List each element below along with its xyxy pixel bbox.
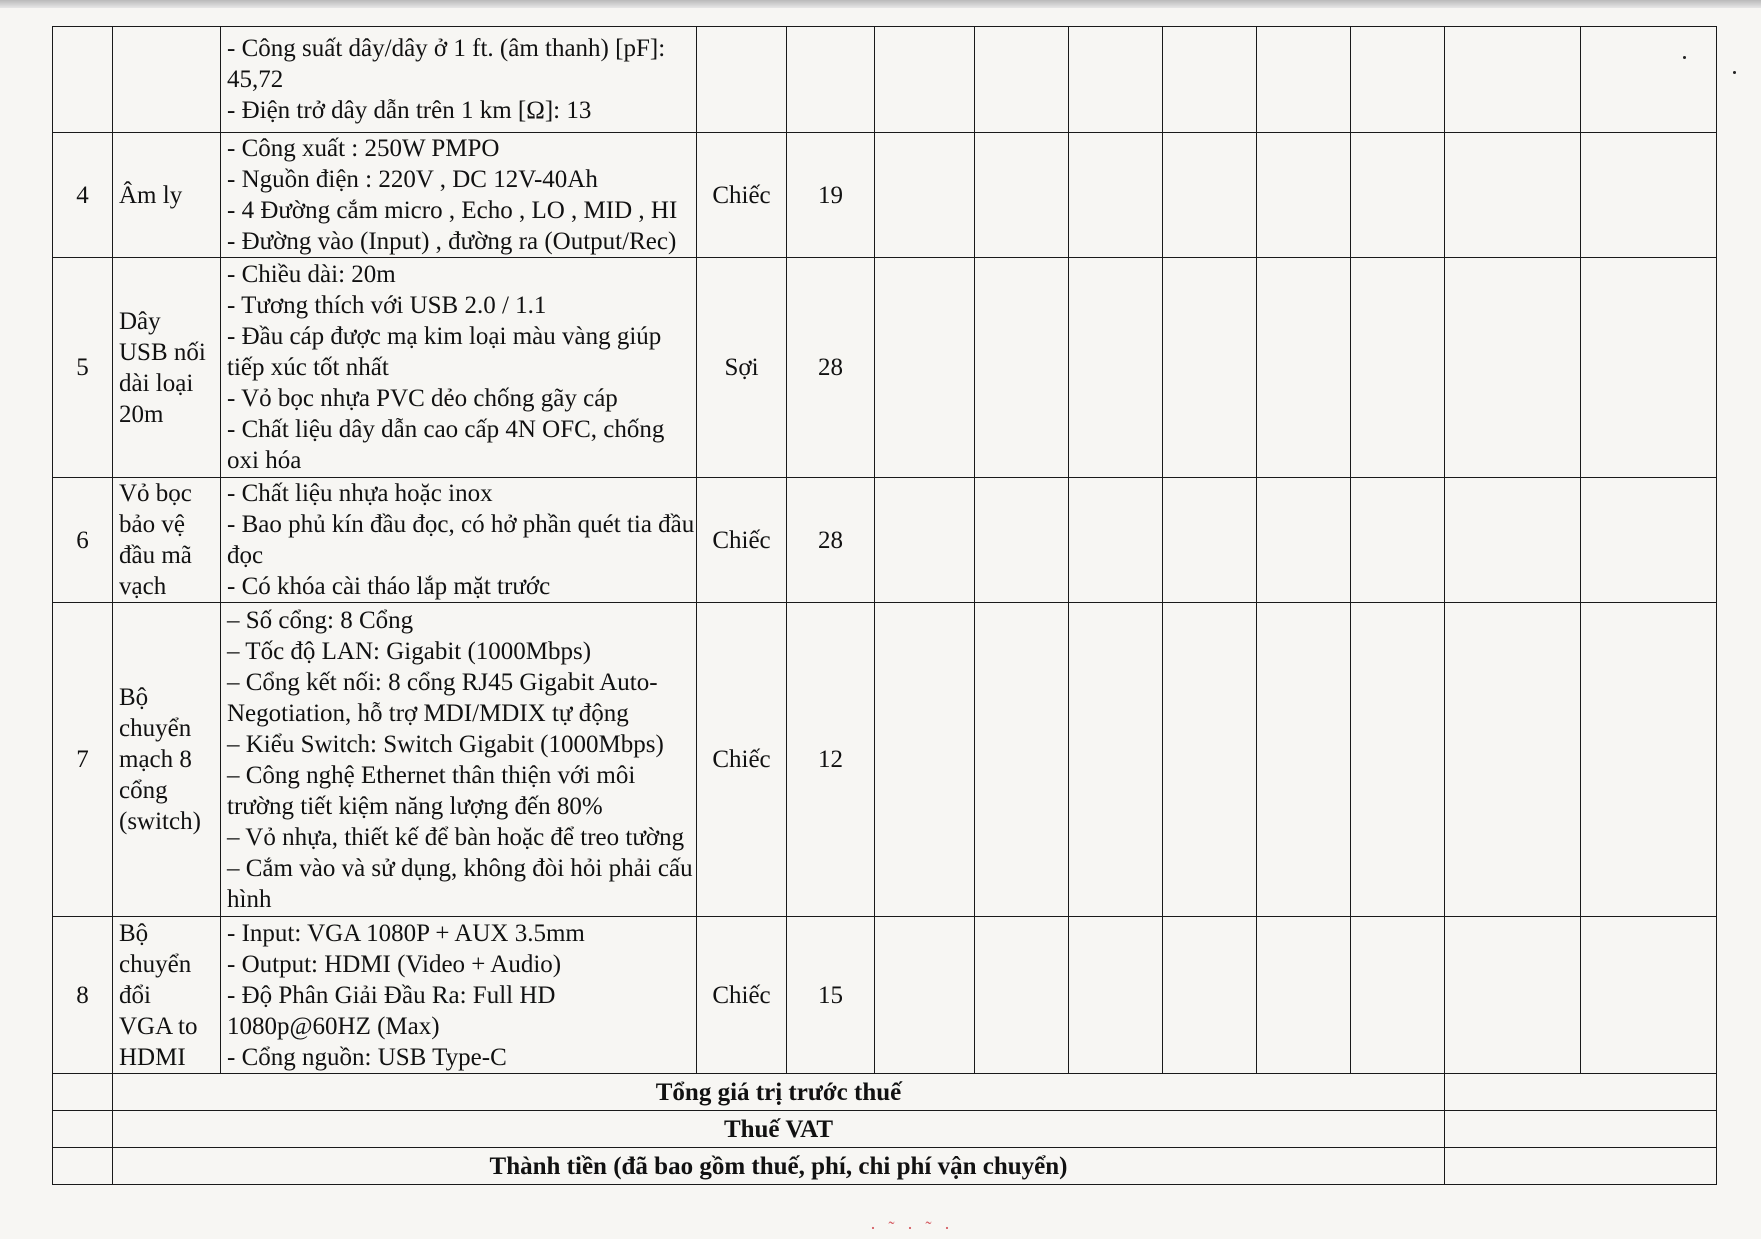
blank-cell xyxy=(1069,478,1163,603)
blank-cell xyxy=(1445,133,1581,258)
item-name-line: Dây xyxy=(119,307,161,335)
pretax-total-value xyxy=(1445,1074,1717,1111)
grand-total-label: Thành tiền (đã bao gồm thuế, phí, chi phí vận chuyển) xyxy=(113,1148,1445,1185)
item-unit: Chiếc xyxy=(697,133,787,258)
item-specification xyxy=(221,133,697,258)
blank-cell xyxy=(1163,258,1257,478)
blank-cell xyxy=(975,917,1069,1074)
blank-cell xyxy=(1163,27,1257,133)
blank-cell xyxy=(875,917,975,1074)
blank-cell xyxy=(875,133,975,258)
blank-cell xyxy=(1581,917,1717,1074)
item-unit: Sợi xyxy=(697,258,787,478)
pretax-total-label: Tổng giá trị trước thuế xyxy=(113,1074,1445,1111)
spec-line: – Số cổng: 8 Cổng xyxy=(227,606,414,634)
vat-row xyxy=(53,1111,1717,1148)
item-name-line: HDMI xyxy=(119,1043,186,1071)
item-name-line: (switch) xyxy=(119,808,201,835)
blank-cell xyxy=(1581,27,1717,133)
blank-cell xyxy=(1257,133,1351,258)
table-row xyxy=(53,258,1717,478)
spec-line: trường tiết kiệm năng lượng đến 80% xyxy=(227,792,603,820)
item-specification xyxy=(221,603,697,917)
vat-label: Thuế VAT xyxy=(113,1111,1445,1148)
item-specification xyxy=(221,478,697,603)
blank-cell xyxy=(1351,603,1445,917)
item-name-line: Âm ly xyxy=(119,181,183,209)
spec-line: - Điện trở dây dẫn trên 1 km [Ω]: 13 xyxy=(227,97,592,124)
item-quantity: 15 xyxy=(787,917,875,1074)
blank-cell xyxy=(1163,917,1257,1074)
blank-cell xyxy=(1163,603,1257,917)
item-name-line: 20m xyxy=(119,400,164,428)
spec-line: – Công nghệ Ethernet thân thiện với môi xyxy=(227,761,636,789)
blank-cell xyxy=(1351,133,1445,258)
spec-line: - Đầu cáp được mạ kim loại màu vàng giúp xyxy=(227,323,662,350)
item-number: 5 xyxy=(53,258,113,478)
spec-line: - Công xuất : 250W PMPO xyxy=(227,135,500,162)
item-name-line: cổng xyxy=(119,777,168,804)
spec-line: 45,72 xyxy=(227,66,284,93)
item-specification xyxy=(221,27,697,133)
summary-stt-cell xyxy=(53,1148,113,1185)
spec-line: – Tốc độ LAN: Gigabit (1000Mbps) xyxy=(227,637,592,665)
blank-cell xyxy=(1257,603,1351,917)
item-quantity: 19 xyxy=(787,133,875,258)
summary-stt-cell xyxy=(53,1111,113,1148)
spec-line: Negotiation, hỗ trợ MDI/MDIX tự động xyxy=(227,699,629,727)
blank-cell xyxy=(1257,27,1351,133)
blank-cell xyxy=(1257,258,1351,478)
spec-line: đọc xyxy=(227,542,264,569)
spec-line: – Kiểu Switch: Switch Gigabit (1000Mbps) xyxy=(227,730,664,758)
summary-rows xyxy=(53,1074,1717,1185)
grand-total-value xyxy=(1445,1148,1717,1185)
blank-cell xyxy=(875,478,975,603)
spec-line: - Nguồn điện : 220V , DC 12V-40Ah xyxy=(227,166,598,193)
item-quantity xyxy=(787,27,875,133)
item-name-line: chuyển xyxy=(119,715,192,742)
blank-cell xyxy=(875,258,975,478)
blank-cell xyxy=(1351,917,1445,1074)
scan-speck xyxy=(1683,56,1686,59)
spec-line: 1080p@60HZ (Max) xyxy=(227,1012,440,1040)
item-quantity: 28 xyxy=(787,258,875,478)
blank-cell xyxy=(1163,478,1257,603)
blank-cell xyxy=(1581,133,1717,258)
blank-cell xyxy=(1257,917,1351,1074)
blank-cell xyxy=(875,603,975,917)
blank-cell xyxy=(1581,603,1717,917)
item-unit xyxy=(697,27,787,133)
item-name-line: dài loại xyxy=(119,369,194,397)
item-unit: Chiếc xyxy=(697,917,787,1074)
spec-line: - Công suất dây/dây ở 1 ft. (âm thanh) [pF]: xyxy=(227,35,666,62)
item-number: 8 xyxy=(53,917,113,1074)
item-specification xyxy=(221,258,697,478)
blank-cell xyxy=(1163,133,1257,258)
blank-cell xyxy=(975,258,1069,478)
blank-cell xyxy=(1069,603,1163,917)
item-name-line: mạch 8 xyxy=(119,746,192,773)
summary-stt-cell xyxy=(53,1074,113,1111)
blank-cell xyxy=(975,133,1069,258)
spec-line: hình xyxy=(227,885,272,913)
spec-line: - Vỏ bọc nhựa PVC dẻo chống gãy cáp xyxy=(227,385,618,412)
equipment-table xyxy=(52,26,1717,1185)
spec-line: - Input: VGA 1080P + AUX 3.5mm xyxy=(227,919,585,947)
item-number: 4 xyxy=(53,133,113,258)
item-name xyxy=(113,478,221,603)
item-specification xyxy=(221,917,697,1074)
spec-line: - Chiều dài: 20m xyxy=(227,261,396,288)
item-name xyxy=(113,258,221,478)
spec-line: - 4 Đường cắm micro , Echo , LO , MID , HI xyxy=(227,197,678,224)
blank-cell xyxy=(1445,917,1581,1074)
blank-cell xyxy=(875,27,975,133)
blank-cell xyxy=(1445,258,1581,478)
item-quantity: 28 xyxy=(787,478,875,603)
vat-value xyxy=(1445,1111,1717,1148)
blank-cell xyxy=(1445,27,1581,133)
blank-cell xyxy=(1069,258,1163,478)
item-name xyxy=(113,603,221,917)
item-name xyxy=(113,27,221,133)
spec-line: - Có khóa cài tháo lắp mặt trước xyxy=(227,573,551,600)
spec-line: - Tương thích với USB 2.0 / 1.1 xyxy=(227,292,547,319)
item-name-line: vạch xyxy=(119,573,167,600)
spec-line: - Cổng nguồn: USB Type-C xyxy=(227,1043,507,1071)
spec-line: – Cổng kết nối: 8 cổng RJ45 Gigabit Auto- xyxy=(227,668,658,696)
item-number: 6 xyxy=(53,478,113,603)
spec-line: – Cắm vào và sử dụng, không đòi hỏi phải cấu xyxy=(227,854,693,882)
blank-cell xyxy=(975,603,1069,917)
blank-cell xyxy=(1445,603,1581,917)
spec-line: oxi hóa xyxy=(227,447,302,474)
item-unit: Chiếc xyxy=(697,603,787,917)
item-name xyxy=(113,917,221,1074)
item-unit: Chiếc xyxy=(697,478,787,603)
item-number: 7 xyxy=(53,603,113,917)
blank-cell xyxy=(1581,258,1717,478)
blank-cell xyxy=(1351,258,1445,478)
spec-line: - Bao phủ kín đầu đọc, có hở phần quét tia đầu xyxy=(227,511,695,538)
spec-line: tiếp xúc tốt nhất xyxy=(227,354,389,381)
scan-speck xyxy=(1733,71,1736,74)
item-name-line: bảo vệ xyxy=(119,511,185,538)
grand-total-row xyxy=(53,1148,1717,1185)
item-name-line: chuyển xyxy=(119,950,192,978)
spec-line: - Chất liệu dây dẫn cao cấp 4N OFC, chống xyxy=(227,416,665,443)
item-name-line: Bộ xyxy=(119,919,149,947)
blank-cell xyxy=(1581,478,1717,603)
spec-line: - Độ Phân Giải Đầu Ra: Full HD xyxy=(227,981,556,1009)
blank-cell xyxy=(1069,133,1163,258)
item-rows xyxy=(53,27,1717,1074)
item-name-line: Bộ xyxy=(119,684,149,711)
blank-cell xyxy=(1257,478,1351,603)
table-row xyxy=(53,133,1717,258)
blank-cell xyxy=(975,478,1069,603)
blank-cell xyxy=(1069,917,1163,1074)
table-row xyxy=(53,478,1717,603)
quotation-page xyxy=(52,26,1716,1185)
table-row xyxy=(53,917,1717,1074)
red-stamp-fragment: · ˜ · ˜ · xyxy=(870,1218,954,1238)
item-name-line: đầu mã xyxy=(119,542,192,569)
spec-line: – Vỏ nhựa, thiết kế để bàn hoặc để treo tường xyxy=(227,823,685,851)
blank-cell xyxy=(1069,27,1163,133)
item-name-line: đổi xyxy=(119,981,151,1009)
table-row xyxy=(53,603,1717,917)
item-name-line: VGA to xyxy=(119,1012,198,1040)
item-name xyxy=(113,133,221,258)
item-number xyxy=(53,27,113,133)
blank-cell xyxy=(1445,478,1581,603)
item-name-line: USB nối xyxy=(119,338,206,366)
spec-line: - Đường vào (Input) , đường ra (Output/Rec) xyxy=(227,228,677,255)
blank-cell xyxy=(1351,478,1445,603)
spec-line: - Output: HDMI (Video + Audio) xyxy=(227,950,562,978)
pretax-total-row xyxy=(53,1074,1717,1111)
spec-line: - Chất liệu nhựa hoặc inox xyxy=(227,480,493,507)
item-quantity: 12 xyxy=(787,603,875,917)
scan-top-edge xyxy=(0,0,1761,8)
item-name-line: Vỏ bọc xyxy=(119,480,192,507)
blank-cell xyxy=(1351,27,1445,133)
blank-cell xyxy=(975,27,1069,133)
table-row xyxy=(53,27,1717,133)
